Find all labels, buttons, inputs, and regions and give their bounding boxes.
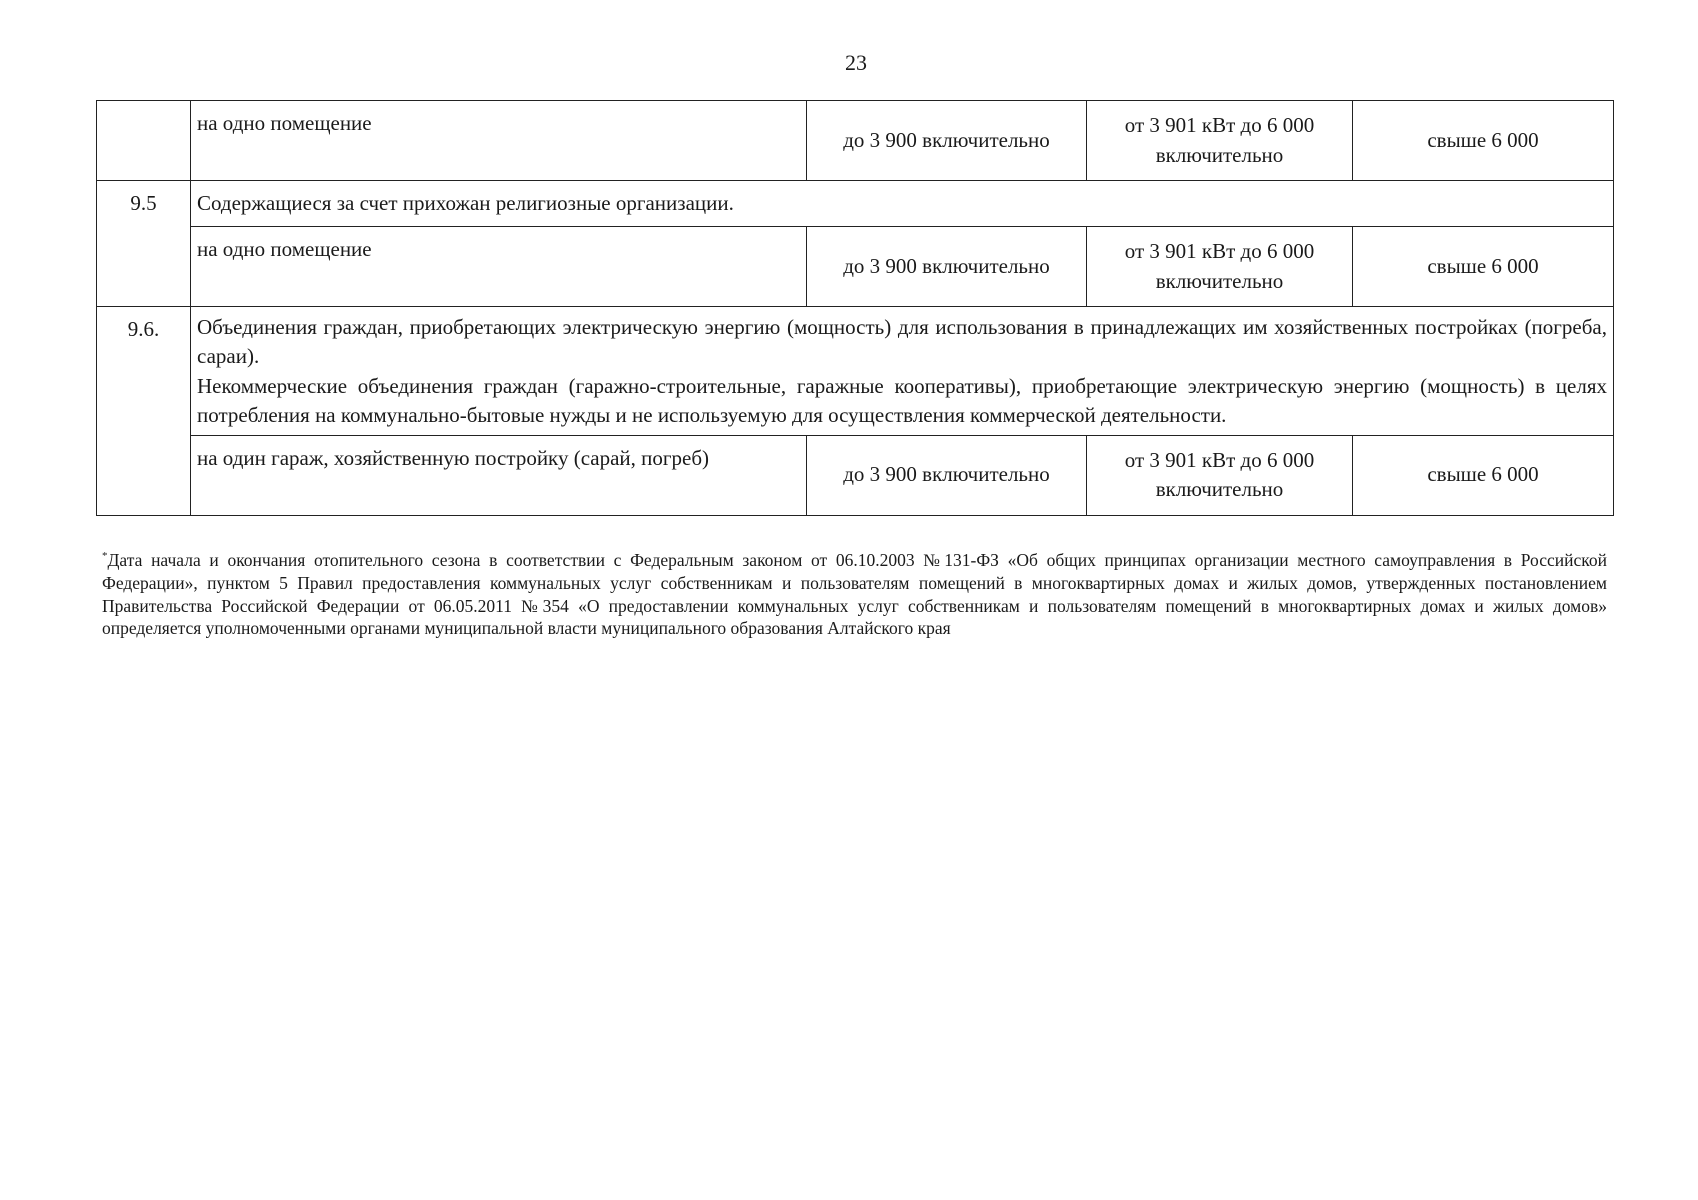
footnote-marker: * [102,550,108,563]
row-label: на одно помещение [191,101,807,181]
capacity-high: свыше 6 000 [1353,227,1614,307]
table-row [97,101,1614,181]
row-label: на одно помещение [191,227,807,307]
capacity-mid: от 3 901 кВт до 6 000 включительно [1087,435,1353,515]
tariff-table [96,100,1614,516]
section-description [191,307,1614,436]
section-header-row [97,307,1614,436]
section-number: 9.6. [97,307,191,516]
footnote-text: Дата начала и окончания отопительного сезона в соответствии с Федеральным законом от 06.10.2003 №131-ФЗ «Об общих принципах организации местного самоуправления в Российской Федерации», пунктом 5 Правил предоставления коммунальных услуг собственникам и пользователям помещений в многоквартирных домах и жилых домов, утвержденных постановлением Правительства Российской Федерации от 06.05.2011 №354 «О предоставлении коммунальных услуг собственникам и пользователям помещений в многоквартирных домах и жилых домов» определяется уполномоченными органами муниципальной власти муниципального образования Алтайского края [102,550,1607,639]
capacity-low: до 3 900 включительно [807,227,1087,307]
page-number: 23 [845,50,867,75]
capacity-high: свыше 6 000 [1353,101,1614,181]
section-paragraph: Объединения граждан, приобретающих электрическую энергию (мощность) для использования в принадлежащих им хозяйственных постройках (погреба, сараи). [197,315,1607,369]
table-row [97,227,1614,307]
capacity-mid: от 3 901 кВт до 6 000 включительно [1087,101,1353,181]
section-number: 9.5 [97,181,191,307]
section-header-row [97,181,1614,227]
footnote [102,549,1607,640]
table-row [97,435,1614,515]
capacity-high: свыше 6 000 [1353,435,1614,515]
empty-number-cell [97,101,191,181]
section-paragraph: Некоммерческие объединения граждан (гаражно-строительные, гаражные кооперативы), приобретающие электрическую энергию (мощность) в целях потребления на коммунально-бытовые нужды и не используемую для осуществления коммерческой деятельности. [197,373,1607,428]
capacity-mid: от 3 901 кВт до 6 000 включительно [1087,227,1353,307]
section-title: Содержащиеся за счет прихожан религиозные организации. [191,181,1614,227]
capacity-low: до 3 900 включительно [807,101,1087,181]
row-label: на один гараж, хозяйственную постройку (сарай, погреб) [191,435,807,515]
capacity-low: до 3 900 включительно [807,435,1087,515]
